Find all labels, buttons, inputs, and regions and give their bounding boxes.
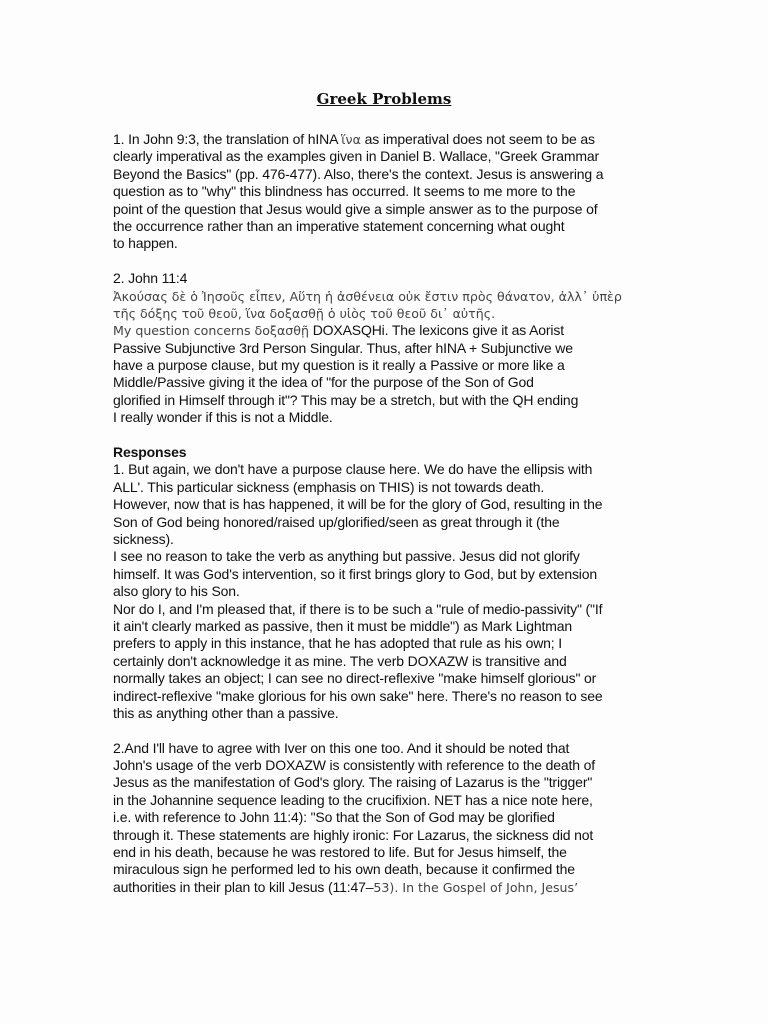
response-1-line: himself. It was God's intervention, so it first brings glory to God, but by extension bbox=[113, 565, 598, 582]
document-body bbox=[113, 131, 673, 896]
problem-2-text: DOXASQHi. The lexicons give it as Aorist bbox=[312, 322, 564, 339]
problem-2-heading: 2. John 11:4 bbox=[113, 270, 188, 287]
response-1-line: Son of God being honored/raised up/glorified/seen as great through it (the bbox=[113, 513, 560, 530]
problem-1-text: 1. In John 9:3, the translation of hINA bbox=[113, 131, 338, 147]
response-2-text-light: 53). In the Gospel of John, Jesus’ bbox=[373, 879, 579, 895]
problem-1-line: the occurrence rather than an imperative statement concerning what ought bbox=[113, 217, 565, 234]
problem-2-line: Middle/Passive giving it the idea of "for the purpose of the Son of God bbox=[113, 374, 534, 391]
response-2-text: authorities in their plan to kill Jesus (11:47– bbox=[113, 878, 374, 895]
problem-1-line: question as to "why" this blindness has occurred. It seems to me more to the bbox=[113, 183, 576, 200]
response-1-line: this as anything other than a passive. bbox=[113, 704, 339, 721]
greek-word-hina: ἵνα bbox=[341, 132, 361, 147]
response-2-line: in the Johannine sequence leading to the crucifixion. NET has a nice note here, bbox=[113, 791, 593, 808]
response-1-line: I see no reason to take the verb as anything but passive. Jesus did not glorify bbox=[113, 548, 580, 565]
paragraph-gap bbox=[113, 427, 673, 444]
problem-2-line: I really wonder if this is not a Middle. bbox=[113, 409, 333, 426]
problem-1 bbox=[113, 131, 673, 253]
response-1-line: However, now that is has happened, it will be for the glory of God, resulting in the bbox=[113, 496, 603, 513]
response-1-line: indirect-reflexive "make glorious for his own sake" here. There's no reason to see bbox=[113, 687, 603, 704]
problem-1-text: as imperatival does not seem to be as bbox=[364, 131, 595, 147]
response-1-line: prefers to apply in this instance, that he has adopted that rule as his own; I bbox=[113, 635, 563, 652]
response-1-line: sickness). bbox=[113, 530, 174, 547]
paragraph-gap bbox=[113, 253, 673, 270]
problem-2-line: Passive Subjunctive 3rd Person Singular. Thus, after hINA + Subjunctive we bbox=[113, 339, 573, 356]
problem-2 bbox=[113, 270, 673, 427]
response-1-line: ALL'. This particular sickness (emphasis on THIS) is not towards death. bbox=[113, 478, 545, 495]
problem-1-line bbox=[113, 131, 673, 148]
response-1-line: certainly don't acknowledge it as mine. The verb DOXAZW is transitive and bbox=[113, 652, 567, 669]
greek-quote-line: τῆς δόξης τοῦ θεοῦ, ἵνα δοξασθῇ ὁ υἱὸς τοῦ θεοῦ δι᾽ αὐτῆς. bbox=[113, 305, 496, 321]
response-2-line: Jesus as the manifestation of God's glory. The raising of Lazarus is the "trigger" bbox=[113, 774, 593, 791]
response-1-line: 1. But again, we don't have a purpose clause here. We do have the ellipsis with bbox=[113, 461, 593, 478]
problem-1-line: clearly imperatival as the examples given in Daniel B. Wallace, "Greek Grammar bbox=[113, 148, 600, 165]
response-2-line: 2.And I'll have to agree with Iver on this one too. And it should be noted that bbox=[113, 739, 570, 756]
problem-1-line: Beyond the Basics" (pp. 476-477). Also, there's the context. Jesus is answering a bbox=[113, 165, 604, 182]
response-1-line: it ain't clearly marked as passive, then it must be middle") as Mark Lightman bbox=[113, 617, 573, 634]
problem-2-line bbox=[113, 322, 673, 339]
greek-question-text: My question concerns δοξασθῇ bbox=[113, 323, 309, 339]
problem-1-line: point of the question that Jesus would give a simple answer as to the purpose of bbox=[113, 200, 598, 217]
response-2-line: end in his death, because he was restored to life. But for Jesus himself, the bbox=[113, 844, 567, 861]
response-1-line: also glory to his Son. bbox=[113, 583, 240, 600]
response-2-line: i.e. with reference to John 11:4): "So that the Son of God may be glorified bbox=[113, 809, 555, 826]
paragraph-gap bbox=[113, 722, 673, 739]
response-2-line: miraculous sign he performed led to his own death, because it confirmed the bbox=[113, 861, 575, 878]
responses-heading: Responses bbox=[113, 444, 187, 461]
problem-1-line: to happen. bbox=[113, 235, 178, 252]
response-1-line: Nor do I, and I'm pleased that, if there is to be such a "rule of medio-passivity" ("If bbox=[113, 600, 603, 617]
response-2-line bbox=[113, 879, 673, 896]
greek-quote-line: Ἀκούσας δὲ ὁ Ἰησοῦς εἶπεν, Αὕτη ἡ ἀσθένεια οὐκ ἔστιν πρὸς θάνατον, ἀλλ᾽ ὑπὲρ bbox=[113, 288, 622, 304]
responses-section bbox=[113, 444, 673, 896]
problem-2-line: glorified in Himself through it"? This may be a stretch, but with the QH ending bbox=[113, 391, 579, 408]
response-2-line: John's usage of the verb DOXAZW is consistently with reference to the death of bbox=[113, 757, 595, 774]
response-1-line: normally takes an object; I can see no direct-reflexive "make himself glorious" or bbox=[113, 670, 597, 687]
response-2-line: through it. These statements are highly ironic: For Lazarus, the sickness did not bbox=[113, 826, 594, 843]
problem-2-line: have a purpose clause, but my question is it really a Passive or more like a bbox=[113, 357, 565, 374]
document-title: Greek Problems bbox=[316, 90, 452, 108]
